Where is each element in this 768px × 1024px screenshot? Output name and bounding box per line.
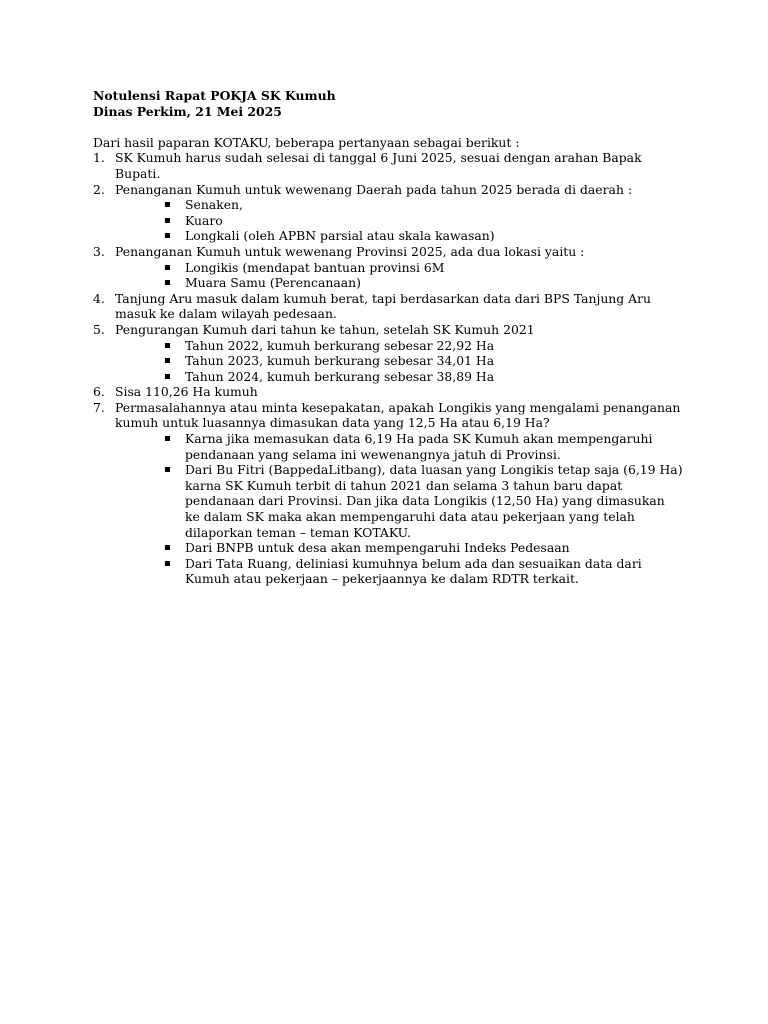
document-content <box>93 88 683 587</box>
bullet-list <box>115 260 683 291</box>
bullet-item-text: Tahun 2023, kumuh berkurang sebesar 34,01 Ha <box>185 353 495 369</box>
bullet-item-text: Longikis (mendapat bantuan provinsi 6M <box>185 259 445 275</box>
bullet-item <box>163 197 683 213</box>
list-item-number: 3. <box>93 243 105 259</box>
bullet-item-text: Kuaro <box>185 212 223 228</box>
bullet-item-text: Dari Bu Fitri (BappedaLitbang), data luasan yang Longikis tetap saja (6,19 Ha) karna SK Kumuh terbit di tahun 2021 dan selama 3 tahun baru dapat pendanaan dari Provinsi. Dan jika data Longikis (12,50 Ha) yang dimasukan ke dalam SK maka akan mempengaruhi data atau pekerjaan yang telah dilaporkan teman – teman KOTAKU. <box>185 462 683 540</box>
bullet-item <box>163 213 683 229</box>
document-title: Notulensi Rapat POKJA SK Kumuh <box>93 88 336 103</box>
bullet-item <box>163 369 683 385</box>
square-bullet-icon <box>165 374 170 379</box>
list-item <box>93 150 683 181</box>
square-bullet-icon <box>165 545 170 550</box>
spacer <box>93 119 683 135</box>
list-item-text: Permasalahannya atau minta kesepakatan, apakah Longikis yang mengalami penanganan kumuh untuk luasannya dimasukan data yang 12,5 Ha atau 6,19 Ha? <box>115 399 681 431</box>
square-bullet-icon <box>165 265 170 270</box>
list-item <box>93 244 683 291</box>
square-bullet-icon <box>165 561 170 566</box>
bullet-item <box>163 431 683 462</box>
square-bullet-icon <box>165 280 170 285</box>
bullet-item <box>163 353 683 369</box>
bullet-list <box>115 338 683 385</box>
bullet-item-text: Dari BNPB untuk desa akan mempengaruhi Indeks Pedesaan <box>185 540 570 556</box>
list-item-number: 4. <box>93 290 105 306</box>
list-item <box>93 400 683 587</box>
list-item-number: 7. <box>93 399 105 415</box>
list-item <box>93 384 683 400</box>
list-item <box>93 291 683 322</box>
square-bullet-icon <box>165 467 170 472</box>
list-item-text: SK Kumuh harus sudah selesai di tanggal 6 Juni 2025, sesuai dengan arahan Bapak Bupati. <box>115 150 642 181</box>
bullet-item-text: Tahun 2024, kumuh berkurang sebesar 38,89 Ha <box>185 368 495 384</box>
bullet-item <box>163 462 683 540</box>
list-item-text: Tanjung Aru masuk dalam kumuh berat, tapi berdasarkan data dari BPS Tanjung Aru masuk ke dalam wilayah pedesaan. <box>115 290 651 322</box>
list-item <box>93 322 683 384</box>
intro-paragraph: Dari hasil paparan KOTAKU, beberapa pertanyaan sebagai berikut : <box>93 134 520 150</box>
bullet-item-text: Longkali (oleh APBN parsial atau skala kawasan) <box>185 228 495 244</box>
document-subtitle: Dinas Perkim, 21 Mei 2025 <box>93 103 282 119</box>
list-item-number: 6. <box>93 384 105 400</box>
bullet-item <box>163 260 683 276</box>
bullet-list <box>115 431 683 587</box>
square-bullet-icon <box>165 202 170 207</box>
bullet-item <box>163 540 683 556</box>
square-bullet-icon <box>165 218 170 223</box>
list-item <box>93 182 683 244</box>
list-item-text: Penanganan Kumuh untuk wewenang Provinsi 2025, ada dua lokasi yaitu : <box>115 243 585 259</box>
bullet-item <box>163 275 683 291</box>
bullet-item-text: Senaken, <box>185 197 243 213</box>
list-item-text: Pengurangan Kumuh dari tahun ke tahun, setelah SK Kumuh 2021 <box>115 321 535 337</box>
square-bullet-icon <box>165 358 170 363</box>
bullet-item <box>163 556 683 587</box>
bullet-item-text: Tahun 2022, kumuh berkurang sebesar 22,92 Ha <box>185 337 495 353</box>
list-item-number: 1. <box>93 150 105 166</box>
list-item-number: 2. <box>93 181 105 197</box>
list-item-text: Sisa 110,26 Ha kumuh <box>115 384 258 400</box>
square-bullet-icon <box>165 343 170 348</box>
list-item-text: Penanganan Kumuh untuk wewenang Daerah pada tahun 2025 berada di daerah : <box>115 181 633 197</box>
list-item-number: 5. <box>93 321 105 337</box>
bullet-item-text: Karna jika memasukan data 6,19 Ha pada SK Kumuh akan mempengaruhi pendanaan yang selama ini wewenangnya jatuh di Provinsi. <box>185 431 653 462</box>
bullet-item <box>163 228 683 244</box>
numbered-list <box>93 150 683 587</box>
square-bullet-icon <box>165 436 170 441</box>
bullet-item-text: Dari Tata Ruang, deliniasi kumuhnya belum ada dan sesuaikan data dari Kumuh atau pekerjaan – pekerjaannya ke dalam RDTR terkait. <box>185 555 642 587</box>
bullet-list <box>115 197 683 244</box>
bullet-item <box>163 338 683 354</box>
bullet-item-text: Muara Samu (Perencanaan) <box>185 275 361 291</box>
square-bullet-icon <box>165 233 170 238</box>
